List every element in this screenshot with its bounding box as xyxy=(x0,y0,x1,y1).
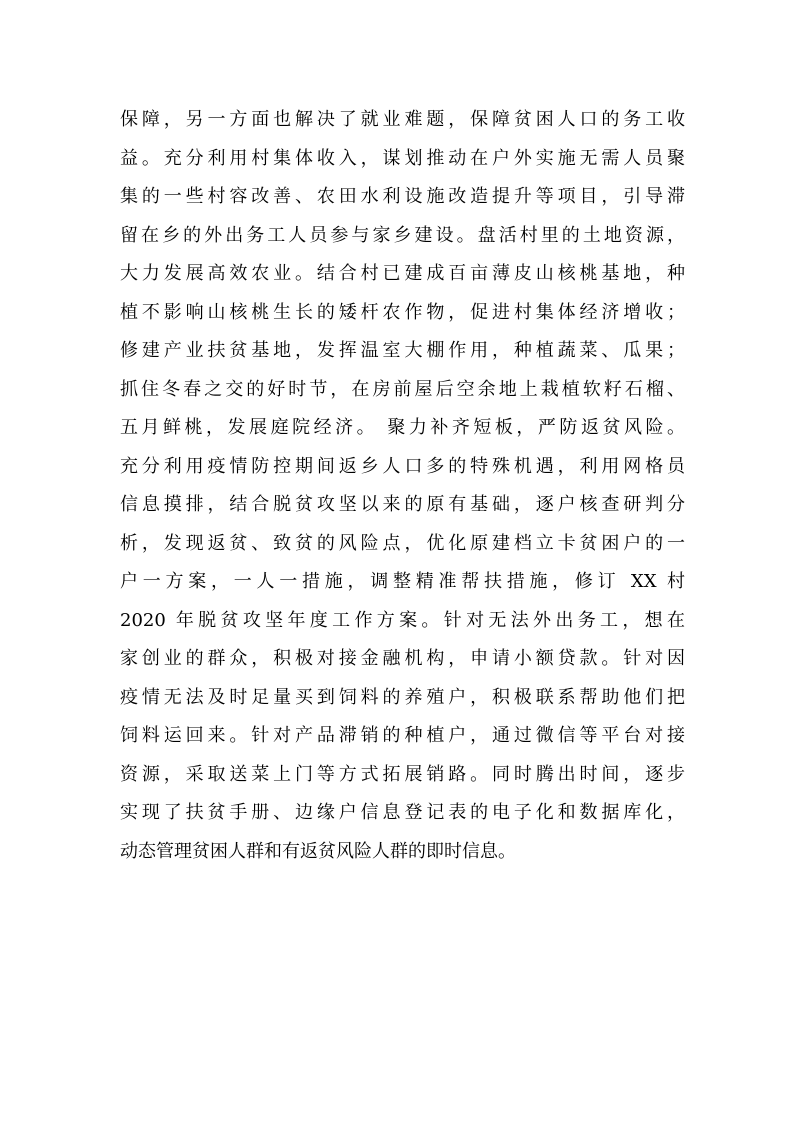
text-line: 充分利用疫情防控期间返乡人口多的特殊机遇，利用网格员 xyxy=(120,455,685,477)
text-line: 留在乡的外出务工人员参与家乡建设。盘活村里的土地资源， xyxy=(120,224,685,246)
text-line: 大力发展高效农业。结合村已建成百亩薄皮山核桃基地，种 xyxy=(120,263,685,284)
body-paragraph xyxy=(120,101,685,871)
text-line: 五月鲜桃，发展庭院经济。 聚力补齐短板，严防返贫风险。 xyxy=(120,417,685,438)
text-line: 户一方案，一人一措施，调整精准帮扶措施，修订 XX 村 xyxy=(120,571,685,592)
text-line: 2020 年脱贫攻坚年度工作方案。针对无法外出务工，想在 xyxy=(120,609,685,631)
text-line: 信息摸排，结合脱贫攻坚以来的原有基础，逐户核查研判分 xyxy=(120,494,685,515)
text-line: 集的一些村容改善、农田水利设施改造提升等项目，引导滞 xyxy=(120,186,685,207)
text-line: 资源，采取送菜上门等方式拓展销路。同时腾出时间，逐步 xyxy=(120,763,685,785)
text-line: 饲料运回来。针对产品滞销的种植户，通过微信等平台对接 xyxy=(120,725,685,746)
text-line: 析，发现返贫、致贫的风险点，优化原建档立卡贫困户的一 xyxy=(120,532,685,554)
text-line: 植不影响山核桃生长的矮杆农作物，促进村集体经济增收； xyxy=(120,301,685,323)
text-line: 保障，另一方面也解决了就业难题，保障贫困人口的务工收 xyxy=(120,109,685,130)
text-line: 修建产业扶贫基地，发挥温室大棚作用，种植蔬菜、瓜果； xyxy=(120,340,685,361)
text-line: 益。充分利用村集体收入，谋划推动在户外实施无需人员聚 xyxy=(120,147,685,169)
text-line: 疫情无法及时足量买到饲料的养殖户，积极联系帮助他们把 xyxy=(120,686,685,708)
text-line: 家创业的群众，积极对接金融机构，申请小额贷款。针对因 xyxy=(120,648,685,669)
text-line: 实现了扶贫手册、边缘户信息登记表的电子化和数据库化， xyxy=(120,802,685,823)
text-line: 动态管理贫困人群和有返贫风险人群的即时信息。 xyxy=(120,840,516,862)
text-line: 抓住冬春之交的好时节，在房前屋后空余地上栽植软籽石榴、 xyxy=(120,378,685,400)
